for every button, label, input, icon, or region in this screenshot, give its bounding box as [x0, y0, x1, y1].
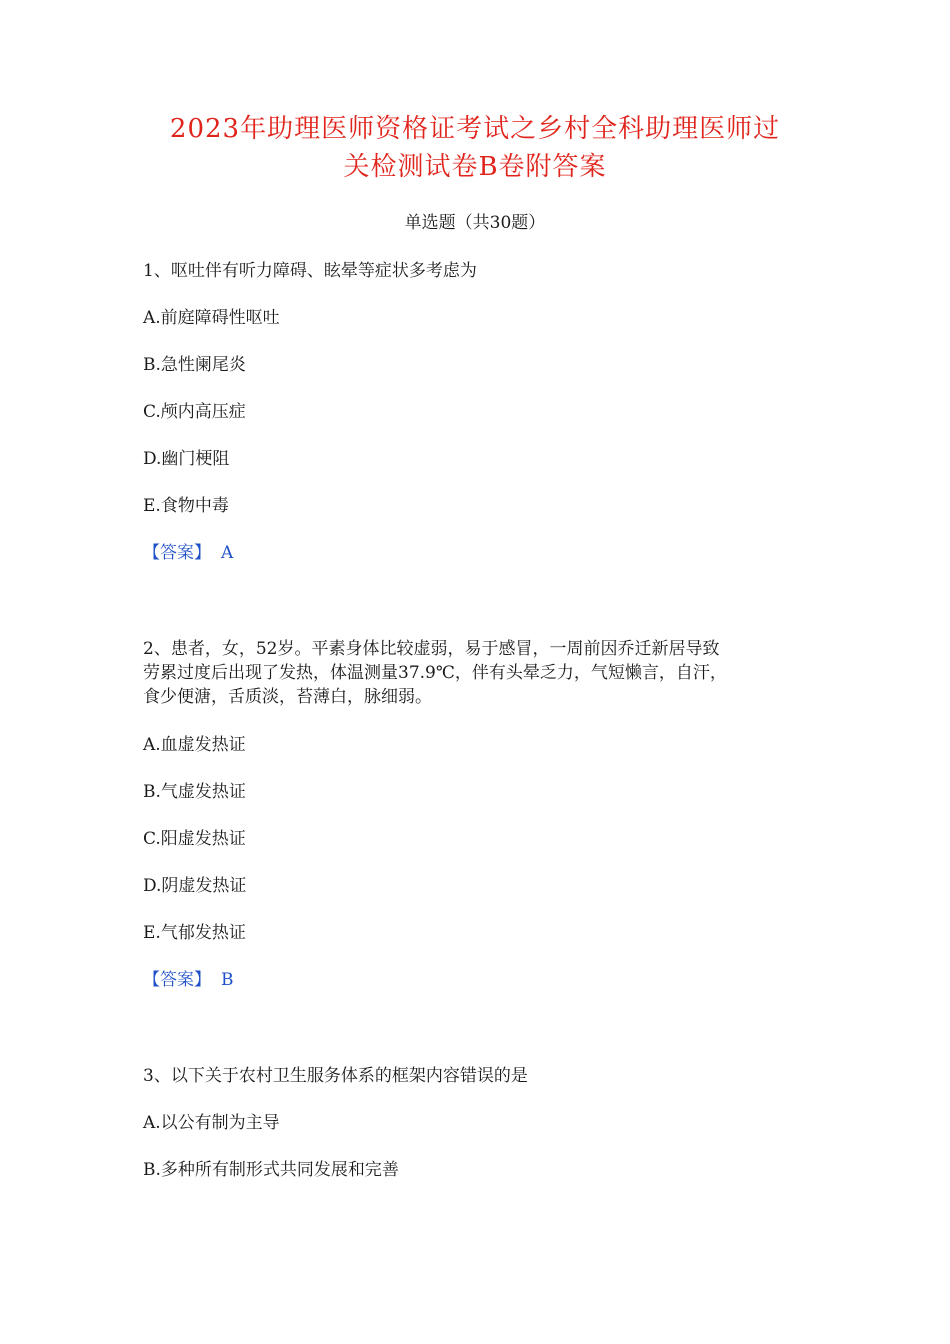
question-1-stem: 1、呕吐伴有听力障碍、眩晕等症状多考虑为: [143, 261, 477, 281]
question-2-option-d: D.阴虚发热证: [143, 876, 247, 896]
question-1-option-c: C.颅内高压症: [143, 402, 246, 422]
answer-label: 【答案】: [143, 970, 211, 990]
question-1-option-e: E.食物中毒: [143, 496, 229, 516]
question-1-answer: [143, 541, 233, 565]
question-2-stem-line-2: 劳累过度后出现了发热，体温测量37.9℃，伴有头晕乏力，气短懒言，自汗，: [143, 663, 727, 683]
title-line-1: 2023年助理医师资格证考试之乡村全科助理医师过: [169, 114, 781, 144]
question-2-stem-line-1: 2、患者，女，52岁。平素身体比较虚弱，易于感冒，一周前因乔迁新居导致: [143, 639, 720, 659]
section-heading: 单选题（共30题）: [404, 213, 546, 233]
answer-label: 【答案】: [143, 543, 211, 563]
question-3-option-a: A.以公有制为主导: [143, 1113, 280, 1133]
title-line-2: 关检测试卷B卷附答案: [343, 152, 607, 182]
answer-value: B: [221, 970, 234, 990]
question-2-option-a: A.血虚发热证: [143, 735, 246, 755]
answer-value: A: [221, 543, 234, 563]
question-1-option-a: A.前庭障碍性呕吐: [143, 308, 280, 328]
question-2-option-e: E.气郁发热证: [143, 923, 246, 943]
question-2-stem: [143, 637, 808, 709]
question-2-option-c: C.阳虚发热证: [143, 829, 246, 849]
question-2-option-b: B.气虚发热证: [143, 782, 246, 802]
question-2-answer: [143, 968, 234, 992]
question-2-stem-line-3: 食少便溏，舌质淡，苔薄白，脉细弱。: [143, 687, 432, 707]
question-1-option-d: D.幽门梗阻: [143, 449, 230, 469]
question-3-stem: 3、以下关于农村卫生服务体系的框架内容错误的是: [143, 1066, 528, 1086]
document-title: [90, 110, 860, 186]
question-1-option-b: B.急性阑尾炎: [143, 355, 246, 375]
question-3-option-b: B.多种所有制形式共同发展和完善: [143, 1160, 399, 1180]
